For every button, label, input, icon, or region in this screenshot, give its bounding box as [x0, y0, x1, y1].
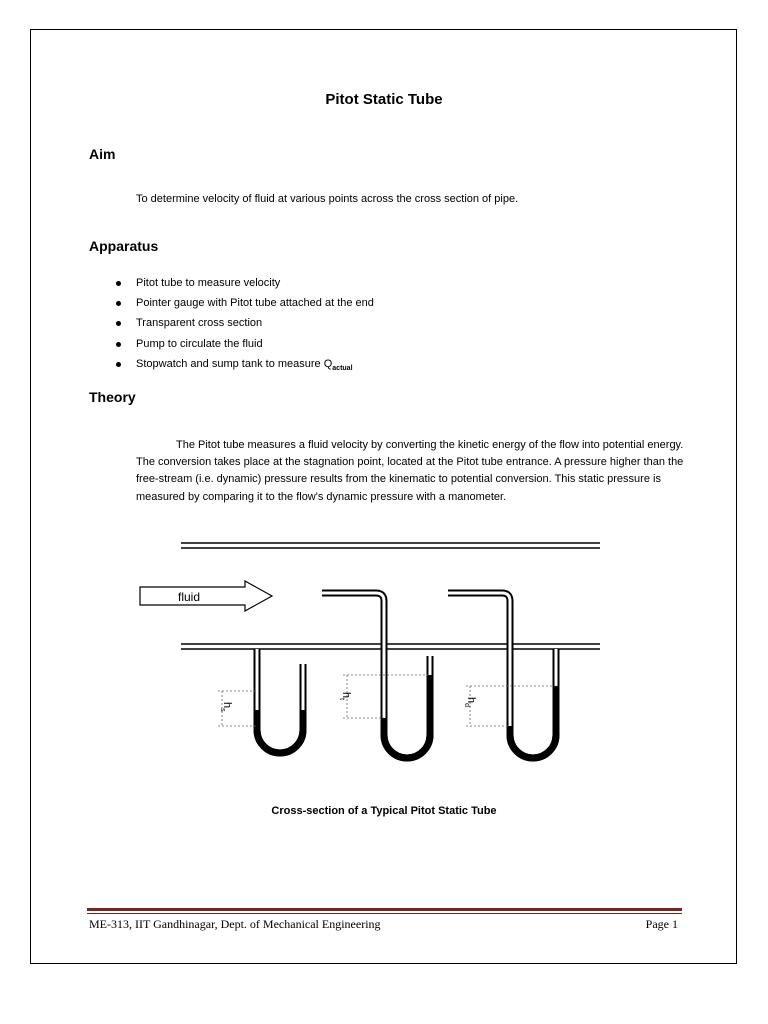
pipe-top-wall	[181, 543, 600, 548]
pitot-tube	[322, 593, 430, 758]
list-item: Stopwatch and sump tank to measure $Q_{actual}$	[114, 356, 374, 376]
label-hd: $h_d$	[463, 697, 477, 708]
aim-heading: Aim	[89, 146, 116, 162]
static-height-indicator	[218, 691, 257, 726]
footer-page-number: Page 1	[645, 917, 678, 931]
page-title: Pitot Static Tube	[325, 91, 443, 108]
list-item: Pump to circulate the fluid	[114, 336, 374, 356]
pipe-bottom-wall	[181, 644, 600, 649]
footer-course: ME-313, IIT Gandhinagar, Dept. of Mechanical Engineering	[89, 917, 381, 931]
footer-rule-thin	[87, 913, 682, 914]
apparatus-list	[114, 275, 374, 376]
label-hs: $h_s$	[219, 702, 233, 712]
static-manometer	[257, 649, 303, 753]
flow-arrow	[140, 581, 272, 611]
aim-text: To determine velocity of fluid at various points across the cross section of pipe.	[136, 193, 519, 205]
theory-heading: Theory	[89, 389, 136, 405]
q-subscript: actual	[332, 364, 353, 372]
theory-text: The Pitot tube measures a fluid velocity by converting the kinetic energy of the flow into potential energy. The conversion takes place at the stagnation point, located at the Pitot tube entrance. A pressure higher than the free-stream (i.e. dynamic) pressure results from the kinematic to potential conversion. This static pressure is measured by comparing it to the flow's dynamic pressure with a manometer.	[136, 439, 684, 503]
pitot-static-tube	[448, 593, 556, 758]
list-item: Pointer gauge with Pitot tube attached at the end	[114, 295, 374, 315]
apparatus-heading: Apparatus	[89, 238, 159, 254]
footer-rule	[87, 908, 682, 911]
flow-label: fluid	[178, 590, 201, 604]
list-item: Pitot tube to measure velocity	[114, 275, 374, 295]
pitot-diagram	[0, 530, 768, 790]
diagram-caption: Cross-section of a Typical Pitot Static Tube	[271, 805, 497, 817]
list-item: Transparent cross section	[114, 315, 374, 335]
label-ht: $h_t$	[338, 692, 352, 701]
